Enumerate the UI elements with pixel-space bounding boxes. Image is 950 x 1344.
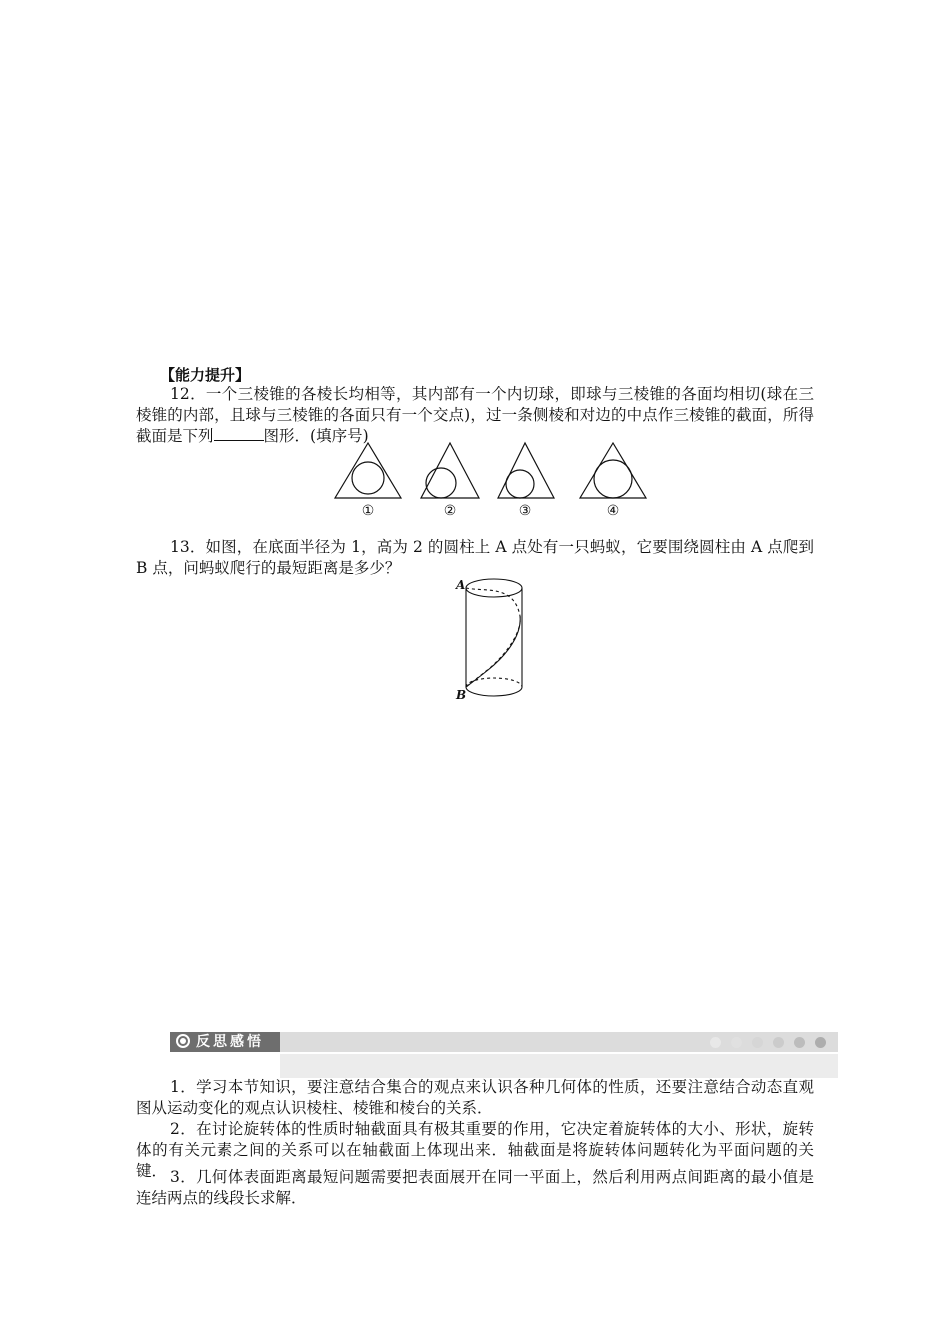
reflection-item-3: 3．几何体表面距离最短问题需要把表面展开在同一平面上，然后利用两点间距离的最小值是连结两点的线段长求解． [136, 1168, 814, 1207]
cylinder-figure [450, 572, 535, 707]
point-b-label: B [456, 688, 467, 702]
banner-bar-lower [280, 1054, 838, 1078]
reflection-title-text: 反思感悟 [196, 1034, 264, 1050]
visible-path [466, 616, 520, 687]
target-icon [176, 1034, 190, 1048]
question-12-text: 12．一个三棱锥的各棱长均相等，其内部有一个内切球，即球与三棱锥的各面均相切(球在三棱锥的内部，且球与三棱锥的各面只有一个交点)，过一条侧棱和对边的中点作三棱锥的截面，所得截面是下列 [136, 385, 814, 445]
q12-figure [330, 440, 655, 505]
figure-4-triangle-circle [580, 443, 646, 498]
hidden-path [466, 588, 520, 687]
section-heading: 【能力提升】 [160, 366, 251, 384]
reflection-item-2: 2．在讨论旋转体的性质时轴截面具有极其重要的作用，它决定着旋转体的大小、形状，旋转体的有关元素之间的关系可以在轴截面上体现出来．轴截面是将旋转体问题转化为平面问题的关键． [136, 1120, 814, 1180]
question-12 [136, 384, 814, 447]
figure-label-3: ③ [518, 503, 532, 519]
question-13-text: 13．如图，在底面半径为 1，高为 2 的圆柱上 A 点处有一只蚂蚁，它要围绕圆柱由 A 点爬到 B 点，问蚂蚁爬行的最短距离是多少？ [136, 538, 814, 577]
figure-label-1: ① [361, 503, 375, 519]
question-12-text-after: 图形．(填序号) [263, 427, 369, 445]
figure-label-2: ② [443, 503, 457, 519]
reflection-banner [170, 1032, 838, 1078]
figure-2-triangle-circle [421, 443, 479, 498]
reflection-title [170, 1032, 280, 1052]
answer-blank [214, 426, 264, 441]
dot-icon [794, 1037, 805, 1048]
dot-icon [710, 1037, 721, 1048]
dot-icon [731, 1037, 742, 1048]
figure-3-triangle-circle [498, 443, 554, 498]
reflection-item-1: 1．学习本节知识，要注意结合集合的观点来认识各种几何体的性质，还要注意结合动态直观图从运动变化的观点认识棱柱、棱锥和棱台的关系． [136, 1078, 814, 1117]
figure-1-triangle-circle [335, 443, 401, 498]
dot-icon [752, 1037, 763, 1048]
dot-icon [815, 1037, 826, 1048]
dot-icon [773, 1037, 784, 1048]
point-a-label: A [456, 578, 466, 592]
figure-label-4: ④ [606, 503, 620, 519]
